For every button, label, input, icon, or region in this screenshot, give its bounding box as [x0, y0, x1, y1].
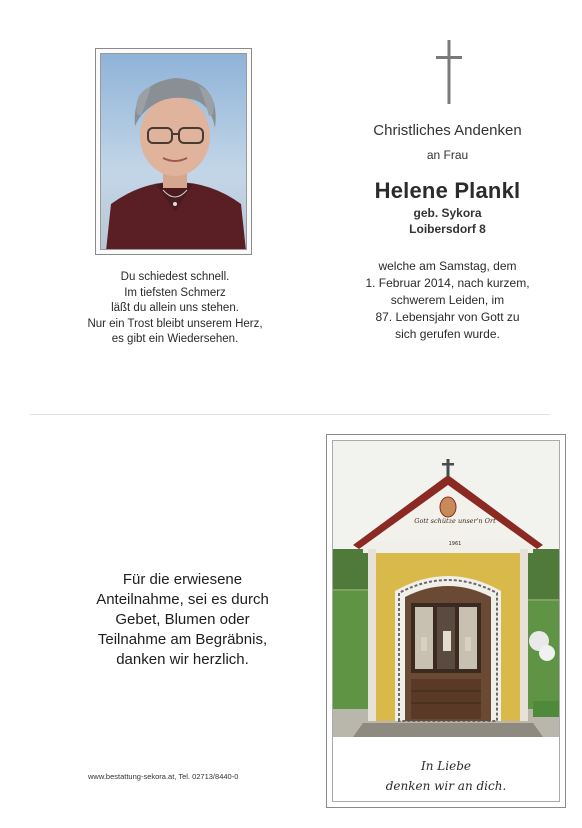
thanks-line: Anteilnahme, sei es durch	[96, 591, 269, 608]
thanks-text	[70, 570, 295, 670]
death-line: schwerem Leiden, im	[390, 293, 505, 307]
deceased-name: Helene Plankl	[374, 178, 521, 203]
memorial-heading: Christliches Andenken	[373, 122, 522, 139]
death-notice	[320, 258, 575, 343]
chapel-photo	[332, 440, 560, 802]
poem-line: Nur ein Trost bleibt unserem Herz,	[87, 317, 263, 330]
chapel-icon	[333, 441, 560, 751]
death-line: welche am Samstag, dem	[378, 259, 517, 273]
address: Loibersdorf 8	[409, 222, 486, 236]
poem-line: es gibt ein Wiedersehen.	[111, 333, 239, 345]
poem-line: Im tiefsten Schmerz	[124, 286, 226, 299]
portrait-frame	[95, 48, 252, 255]
thanks-line: Teilnahme am Begräbnis,	[97, 631, 268, 648]
caption-line-2: denken wir an dich.	[385, 779, 507, 793]
fold-divider	[30, 414, 550, 415]
portrait-icon	[101, 54, 247, 250]
funeral-home-footer: www.bestattung-sekora.at, Tel. 02713/8440-0	[88, 772, 239, 781]
death-line: 1. Februar 2014, nach kurzem,	[365, 276, 530, 290]
thanks-line: Gebet, Blumen oder	[115, 611, 250, 628]
thanks-line: Für die erwiesene	[122, 571, 243, 588]
chapel-inscription: Gott schütze unser'n Ort	[414, 517, 496, 525]
portrait-photo	[100, 53, 247, 250]
death-line: sich gerufen wurde.	[395, 327, 500, 341]
maiden-name: geb. Sykora	[413, 206, 482, 220]
caption-line-1: In Liebe	[421, 759, 471, 773]
poem	[60, 270, 290, 348]
death-line: 87. Lebensjahr von Gott zu	[375, 310, 520, 324]
chapel-year: 1961	[448, 541, 462, 547]
chapel-card	[326, 434, 566, 808]
cross-icon	[436, 40, 462, 104]
thanks-line: danken wir herzlich.	[116, 651, 249, 668]
poem-line: Du schiedest schnell.	[120, 271, 230, 283]
poem-line: läßt du allein uns stehen.	[111, 302, 239, 314]
salutation: an Frau	[426, 148, 469, 162]
